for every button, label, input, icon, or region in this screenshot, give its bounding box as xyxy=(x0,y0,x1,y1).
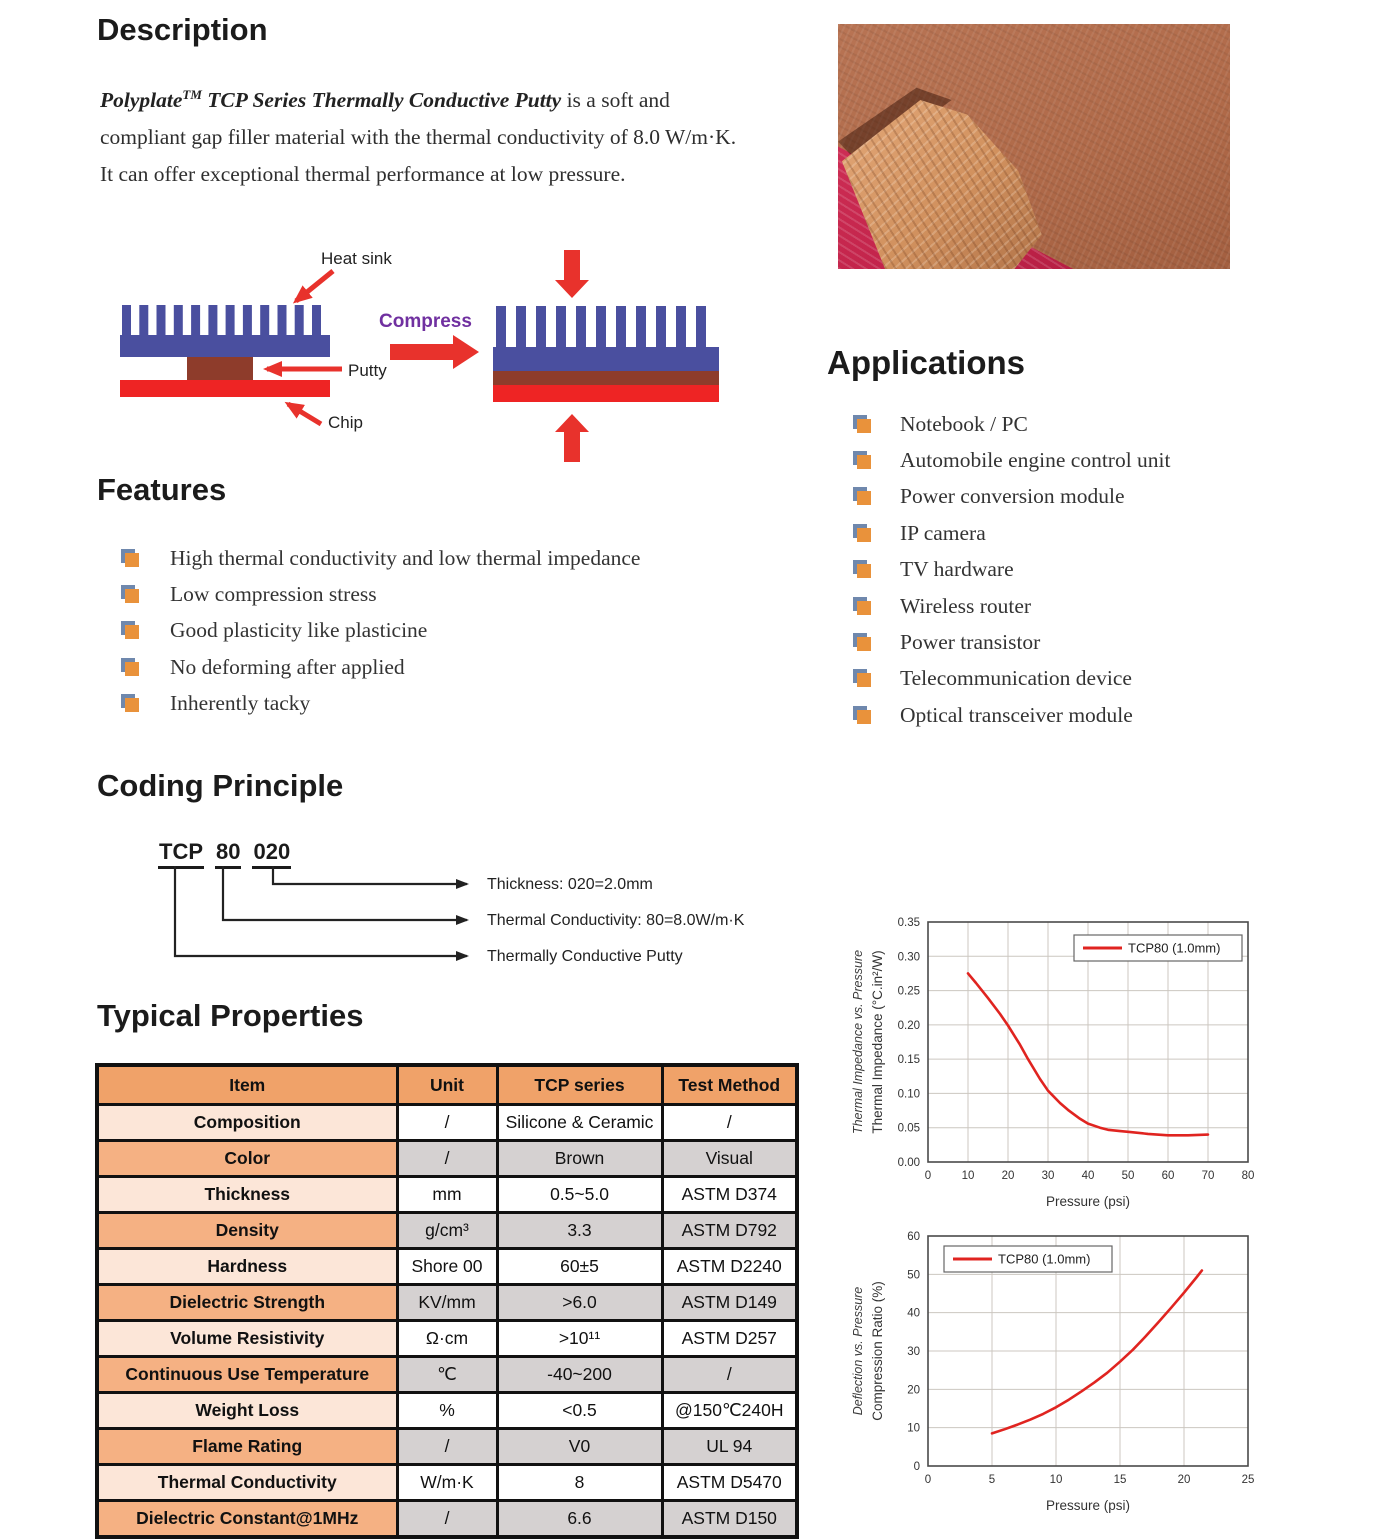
callout-line-thickness xyxy=(273,866,467,884)
heatsink-fin xyxy=(696,306,706,348)
property-name-cell: Volume Resistivity xyxy=(97,1321,397,1357)
heatsink-fin xyxy=(536,306,546,348)
square-bullet-icon xyxy=(853,524,872,543)
property-value-cell: / xyxy=(397,1105,497,1141)
thermal-impedance-chart xyxy=(848,898,1272,1214)
feature-item xyxy=(121,686,640,722)
table-row xyxy=(97,1177,797,1213)
y-tick-label: 0.20 xyxy=(897,1019,920,1032)
description-paragraph xyxy=(100,76,748,193)
property-value-cell: 6.6 xyxy=(497,1501,662,1538)
property-name-cell: Hardness xyxy=(97,1249,397,1285)
application-item-label: IP camera xyxy=(900,520,986,545)
x-tick-label: 40 xyxy=(1081,1170,1095,1182)
property-name-cell: Dielectric Strength xyxy=(97,1285,397,1321)
property-value-cell: / xyxy=(397,1429,497,1465)
heatsink-fin xyxy=(191,305,200,336)
property-value-cell: 8 xyxy=(497,1465,662,1501)
heatsink-fin xyxy=(295,305,304,336)
heatsink-fin xyxy=(226,305,235,336)
property-value-cell: ASTM D257 xyxy=(662,1321,797,1357)
x-tick-label: 20 xyxy=(1001,1170,1015,1182)
y-tick-label: 0.30 xyxy=(897,951,920,964)
y-tick-label: 0.05 xyxy=(897,1122,920,1135)
property-value-cell: ASTM D374 xyxy=(662,1177,797,1213)
y-tick-label: 30 xyxy=(907,1346,920,1358)
heatsink-fin xyxy=(278,305,287,336)
property-value-cell: / xyxy=(397,1141,497,1177)
application-item-label: Automobile engine control unit xyxy=(900,448,1171,473)
coding-callouts xyxy=(95,866,815,976)
x-tick-label: 0 xyxy=(924,1474,932,1486)
table-row xyxy=(97,1501,797,1538)
x-tick-label: 15 xyxy=(1113,1474,1127,1486)
table-header-cell: Test Method xyxy=(662,1065,797,1105)
property-value-cell: UL 94 xyxy=(662,1429,797,1465)
heatsink-fin xyxy=(616,306,626,348)
heatsink-fin xyxy=(496,306,506,348)
y-tick-label: 10 xyxy=(907,1422,920,1435)
x-tick-label: 25 xyxy=(1241,1474,1255,1486)
property-name-cell: Color xyxy=(97,1141,397,1177)
heatsink-fins-right xyxy=(496,306,706,348)
y-tick-label: 0 xyxy=(913,1461,920,1473)
property-value-cell: -40~200 xyxy=(497,1357,662,1393)
square-bullet-icon xyxy=(853,560,872,579)
property-value-cell: / xyxy=(397,1501,497,1538)
heatsink-fin xyxy=(243,305,252,336)
code-part-tcp: TCP xyxy=(158,839,204,869)
code-part-80: 80 xyxy=(215,839,241,869)
application-item xyxy=(853,588,1171,624)
heatsink-fin xyxy=(157,305,166,336)
press-down-arrow xyxy=(555,250,589,298)
product-photo xyxy=(838,24,1230,269)
table-row xyxy=(97,1105,797,1141)
callout-thickness: Thickness: 020=2.0mm xyxy=(487,876,653,893)
square-bullet-icon xyxy=(121,585,140,604)
callout-line-conductivity xyxy=(223,866,467,920)
feature-item xyxy=(121,649,640,685)
feature-item-label: Low compression stress xyxy=(170,582,377,607)
table-header-cell: Unit xyxy=(397,1065,497,1105)
x-tick-label: 80 xyxy=(1241,1170,1255,1182)
application-item-label: Power transistor xyxy=(900,630,1041,655)
application-item-label: Notebook / PC xyxy=(900,411,1028,436)
application-item-label: TV hardware xyxy=(900,557,1014,582)
y-axis-label: Compression Ratio (%) xyxy=(870,1281,885,1421)
x-axis-label: Pressure (psi) xyxy=(1045,1194,1131,1209)
application-item xyxy=(853,515,1171,551)
x-tick-label: 20 xyxy=(1177,1474,1191,1486)
square-bullet-icon xyxy=(853,706,872,725)
application-item xyxy=(853,552,1171,588)
y-tick-label: 60 xyxy=(907,1231,920,1243)
feature-item-label: High thermal conductivity and low thermal impedance xyxy=(170,545,641,570)
property-name-cell: Composition xyxy=(97,1105,397,1141)
heatsink-fin xyxy=(174,305,183,336)
chip-bar-right xyxy=(493,385,719,402)
y-axis-label: Thermal Impedance (°C.in²/W) xyxy=(870,950,885,1134)
table-row xyxy=(97,1357,797,1393)
heatsink-fin xyxy=(208,305,217,336)
square-bullet-icon xyxy=(853,633,872,652)
features-title: Features xyxy=(97,472,227,507)
property-value-cell: ASTM D149 xyxy=(662,1285,797,1321)
property-value-cell: KV/mm xyxy=(397,1285,497,1321)
chip-bar-left xyxy=(120,380,330,397)
compress-label: Compress xyxy=(379,311,472,332)
square-bullet-icon xyxy=(121,694,140,713)
y-tick-label: 0.00 xyxy=(897,1157,920,1169)
photo-folded-corner xyxy=(838,24,1230,269)
property-value-cell: Shore 00 xyxy=(397,1249,497,1285)
property-value-cell: V0 xyxy=(497,1429,662,1465)
property-value-cell: <0.5 xyxy=(497,1393,662,1429)
feature-item xyxy=(121,613,640,649)
table-row xyxy=(97,1465,797,1501)
heatsink-fin xyxy=(596,306,606,348)
putty-block xyxy=(187,357,253,380)
callout-putty: Thermally Conductive Putty xyxy=(487,948,683,965)
feature-item xyxy=(121,576,640,612)
application-item-label: Telecommunication device xyxy=(900,666,1132,691)
compression-ratio-chart xyxy=(848,1220,1272,1512)
y-tick-label: 0.35 xyxy=(897,917,920,929)
property-value-cell: @150℃240H xyxy=(662,1393,797,1429)
application-item-label: Power conversion module xyxy=(900,484,1125,509)
y-tick-label: 0.10 xyxy=(897,1088,920,1101)
square-bullet-icon xyxy=(853,597,872,616)
property-value-cell: g/cm³ xyxy=(397,1213,497,1249)
feature-item-label: Good plasticity like plasticine xyxy=(170,618,428,643)
chart-side-label: Deflection vs. Pressure xyxy=(851,1286,865,1416)
heatsink-fin xyxy=(122,305,131,336)
application-item xyxy=(853,661,1171,697)
table-row xyxy=(97,1321,797,1357)
property-value-cell: % xyxy=(397,1393,497,1429)
properties-table xyxy=(95,1063,799,1539)
property-value-cell: ASTM D2240 xyxy=(662,1249,797,1285)
property-value-cell: W/m·K xyxy=(397,1465,497,1501)
property-name-cell: Dielectric Constant@1MHz xyxy=(97,1501,397,1538)
square-bullet-icon xyxy=(121,621,140,640)
property-name-cell: Density xyxy=(97,1213,397,1249)
property-value-cell: Silicone & Ceramic xyxy=(497,1105,662,1141)
square-bullet-icon xyxy=(853,669,872,688)
heatsink-base-left xyxy=(120,335,330,357)
callout-line-putty xyxy=(175,866,467,956)
application-item xyxy=(853,406,1171,442)
heatsink-fin xyxy=(556,306,566,348)
feature-item-label: No deforming after applied xyxy=(170,654,405,679)
x-tick-label: 30 xyxy=(1041,1170,1055,1182)
application-item xyxy=(853,624,1171,660)
x-tick-label: 5 xyxy=(988,1474,996,1486)
x-tick-label: 50 xyxy=(1121,1170,1135,1182)
application-item xyxy=(853,479,1171,515)
x-tick-label: 70 xyxy=(1201,1170,1215,1182)
x-tick-label: 0 xyxy=(924,1170,932,1182)
heatsink-fin xyxy=(516,306,526,348)
y-tick-label: 40 xyxy=(907,1307,920,1320)
square-bullet-icon xyxy=(121,658,140,677)
property-value-cell: 60±5 xyxy=(497,1249,662,1285)
x-tick-label: 10 xyxy=(961,1170,975,1182)
trademark-sup: TM xyxy=(182,87,202,102)
brand-name: Polyplate xyxy=(100,88,183,113)
property-name-cell: Thermal Conductivity xyxy=(97,1465,397,1501)
legend-label: TCP80 (1.0mm) xyxy=(1128,940,1221,956)
application-item xyxy=(853,442,1171,478)
y-tick-label: 50 xyxy=(907,1269,920,1282)
properties-title: Typical Properties xyxy=(97,998,364,1033)
property-value-cell: ASTM D150 xyxy=(662,1501,797,1538)
code-part-020: 020 xyxy=(252,839,291,869)
property-name-cell: Weight Loss xyxy=(97,1393,397,1429)
property-name-cell: Flame Rating xyxy=(97,1429,397,1465)
square-bullet-icon xyxy=(853,451,872,470)
heatsink-fin xyxy=(260,305,269,336)
heatsink-label: Heat sink xyxy=(321,249,392,268)
property-name-cell: Continuous Use Temperature xyxy=(97,1357,397,1393)
putty-layer-right xyxy=(493,371,719,385)
property-value-cell: mm xyxy=(397,1177,497,1213)
x-axis-label: Pressure (psi) xyxy=(1045,1498,1131,1513)
heatsink-arrow xyxy=(296,271,333,301)
y-tick-label: 0.25 xyxy=(897,985,920,998)
callout-conductivity: Thermal Conductivity: 80=8.0W/m·K xyxy=(487,912,745,929)
applications-list xyxy=(853,406,1171,734)
heatsink-fins-left xyxy=(122,305,321,336)
square-bullet-icon xyxy=(121,549,140,568)
application-item-label: Optical transceiver module xyxy=(900,702,1133,727)
y-tick-label: 0.15 xyxy=(897,1054,920,1067)
description-body: is a soft and compliant gap filler material with the thermal conductivity of 8.0 W/m·K. It can offer exceptional thermal performance at low pressure. xyxy=(100,88,737,187)
heatsink-fin xyxy=(676,306,686,348)
table-row xyxy=(97,1213,797,1249)
chip-arrow xyxy=(288,404,321,424)
property-value-cell: / xyxy=(662,1105,797,1141)
property-value-cell: 0.5~5.0 xyxy=(497,1177,662,1213)
putty-label: Putty xyxy=(348,361,387,380)
data-series-line xyxy=(992,1271,1202,1434)
heatsink-fin xyxy=(139,305,148,336)
heatsink-fin xyxy=(656,306,666,348)
chip-label: Chip xyxy=(328,413,363,432)
chart-side-label: Thermal Impedance vs. Pressure xyxy=(851,949,865,1135)
x-tick-label: 10 xyxy=(1049,1474,1063,1486)
table-row xyxy=(97,1393,797,1429)
table-row xyxy=(97,1429,797,1465)
table-row xyxy=(97,1141,797,1177)
brand-series: TCP Series Thermally Conductive Putty xyxy=(201,88,562,113)
product-code xyxy=(158,839,302,869)
application-item xyxy=(853,697,1171,733)
property-value-cell: Ω·cm xyxy=(397,1321,497,1357)
applications-title: Applications xyxy=(827,344,1026,381)
property-value-cell: Visual xyxy=(662,1141,797,1177)
property-value-cell: Brown xyxy=(497,1141,662,1177)
table-header-row xyxy=(97,1065,797,1105)
heatsink-fin xyxy=(576,306,586,348)
description-title: Description xyxy=(97,12,268,47)
feature-item xyxy=(121,540,640,576)
table-row xyxy=(97,1249,797,1285)
property-value-cell: ASTM D792 xyxy=(662,1213,797,1249)
property-value-cell: ASTM D5470 xyxy=(662,1465,797,1501)
table-row xyxy=(97,1285,797,1321)
heatsink-fin xyxy=(312,305,321,336)
property-value-cell: 3.3 xyxy=(497,1213,662,1249)
property-name-cell: Thickness xyxy=(97,1177,397,1213)
property-value-cell: >6.0 xyxy=(497,1285,662,1321)
x-tick-label: 60 xyxy=(1161,1170,1175,1182)
compress-arrow xyxy=(390,335,479,369)
application-item-label: Wireless router xyxy=(900,593,1032,618)
property-value-cell: / xyxy=(662,1357,797,1393)
square-bullet-icon xyxy=(853,487,872,506)
y-tick-label: 20 xyxy=(907,1384,920,1397)
heatsink-fin xyxy=(636,306,646,348)
property-value-cell: ℃ xyxy=(397,1357,497,1393)
table-header-cell: Item xyxy=(97,1065,397,1105)
press-up-arrow xyxy=(555,414,589,462)
feature-item-label: Inherently tacky xyxy=(170,691,311,716)
compression-diagram xyxy=(95,240,755,475)
property-value-cell: >10¹¹ xyxy=(497,1321,662,1357)
coding-title: Coding Principle xyxy=(97,768,344,803)
features-list xyxy=(121,540,640,722)
square-bullet-icon xyxy=(853,415,872,434)
legend-label: TCP80 (1.0mm) xyxy=(998,1251,1091,1267)
heatsink-base-right xyxy=(493,347,719,371)
table-header-cell: TCP series xyxy=(497,1065,662,1105)
